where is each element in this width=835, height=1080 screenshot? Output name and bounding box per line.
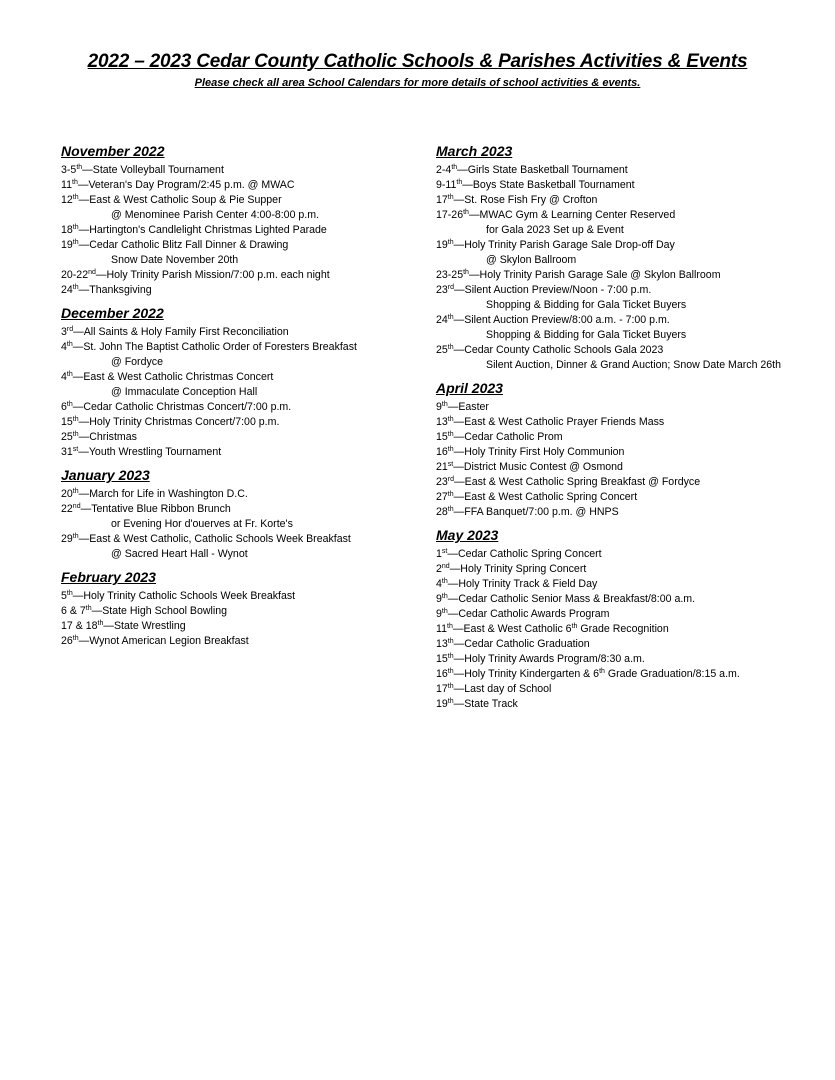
event-date-suffix: th — [447, 638, 454, 645]
event-text: —Youth Wrestling Tournament — [78, 446, 222, 458]
event-item — [436, 652, 831, 667]
event-item — [436, 400, 831, 415]
event-item — [436, 460, 831, 475]
month-section — [61, 567, 416, 649]
event-text: —Christmas — [78, 431, 137, 443]
event-item — [61, 340, 416, 355]
event-text: —St. Rose Fish Fry @ Crofton — [453, 194, 598, 206]
event-text: —East & West Catholic Spring Breakfast @ Fordyce — [454, 476, 701, 488]
event-date: 19 — [436, 239, 448, 251]
event-text: —Girls State Basketball Tournament — [457, 164, 628, 176]
month-heading: March 2023 — [436, 143, 513, 159]
event-text: —Holy Trinity Spring Concert — [449, 563, 587, 575]
event-item — [436, 445, 831, 460]
event-date-suffix: th — [76, 164, 83, 171]
event-date: 27 — [436, 491, 448, 503]
month-heading: November 2022 — [61, 143, 165, 159]
event-date-suffix: th — [447, 344, 454, 351]
event-date-suffix: th — [72, 284, 79, 291]
event-date: 23 — [436, 284, 448, 296]
event-item — [61, 268, 416, 283]
left-column — [61, 141, 416, 654]
event-date-suffix: th — [447, 653, 454, 660]
event-text: —Cedar Catholic Awards Program — [447, 608, 610, 620]
event-text: —Holy Trinity Track & Field Day — [447, 578, 598, 590]
event-date-suffix: th — [447, 683, 454, 690]
event-item — [436, 505, 831, 520]
event-item — [436, 490, 831, 505]
event-item — [61, 223, 416, 238]
event-text: —FFA Banquet/7:00 p.m. @ HNPS — [453, 506, 619, 518]
event-text: —Holy Trinity First Holy Communion — [453, 446, 625, 458]
event-text: —Cedar Catholic Christmas Concert/7:00 p.m. — [72, 401, 292, 413]
event-date-suffix: th — [441, 608, 448, 615]
event-date-suffix: th — [72, 179, 78, 186]
event-date: 2-4 — [436, 164, 452, 176]
event-item — [436, 415, 831, 430]
event-date-suffix: th — [451, 164, 458, 171]
event-detail: @ Fordyce — [111, 356, 163, 368]
event-date: 19 — [436, 698, 448, 710]
month-section — [61, 303, 416, 460]
event-date-suffix: nd — [88, 269, 96, 276]
event-date-suffix: th — [97, 620, 104, 627]
event-text: —Holy Trinity Kindergarten & 6th Grade Graduation/8:15 a.m. — [453, 668, 740, 680]
month-section — [61, 465, 416, 562]
event-text: —State Wrestling — [103, 620, 186, 632]
event-date-suffix: th — [72, 416, 79, 423]
event-item — [61, 415, 416, 430]
month-section — [436, 525, 831, 712]
event-detail: or Evening Hor d'ouerves at Fr. Korte's — [111, 518, 293, 530]
event-date: 9 — [436, 608, 442, 620]
event-text: —East & West Catholic 6th Grade Recognition — [452, 623, 669, 635]
month-section — [436, 141, 831, 373]
event-text: —MWAC Gym & Learning Center Reserved — [468, 209, 676, 221]
event-date-suffix: th — [447, 623, 453, 630]
event-date: 4 — [436, 578, 442, 590]
event-date-suffix: th — [441, 578, 448, 585]
event-date: 9 — [436, 593, 442, 605]
event-item — [436, 430, 831, 445]
event-date-suffix: th — [463, 269, 469, 276]
event-date-suffix: th — [72, 194, 79, 201]
event-date: 16 — [436, 668, 448, 680]
event-date: 17 — [436, 194, 448, 206]
event-item — [61, 634, 416, 649]
event-item — [61, 325, 416, 340]
month-heading: January 2023 — [61, 467, 150, 483]
event-date-suffix: rd — [447, 476, 455, 483]
event-date: 3-5 — [61, 164, 77, 176]
event-item — [436, 562, 831, 577]
event-text: —Cedar Catholic Blitz Fall Dinner & Drawing — [78, 239, 289, 251]
event-item — [61, 532, 416, 547]
event-date-suffix: th — [72, 533, 79, 540]
event-date: 18 — [61, 224, 73, 236]
event-text: —Cedar Catholic Prom — [453, 431, 563, 443]
month-section — [61, 141, 416, 298]
event-date: 6 — [61, 401, 67, 413]
event-item — [436, 577, 831, 592]
event-date: 26 — [61, 635, 73, 647]
event-detail: @ Immaculate Conception Hall — [111, 386, 258, 398]
event-item — [61, 445, 416, 460]
event-text: —Veteran's Day Program/2:45 p.m. @ MWAC — [77, 179, 295, 191]
event-date-suffix: th — [447, 446, 454, 453]
event-date: 17 — [436, 683, 448, 695]
event-date: 22 — [61, 503, 73, 515]
event-date-suffix: th — [72, 224, 79, 231]
event-date: 11 — [61, 179, 72, 191]
event-text: —Thanksgiving — [78, 284, 152, 296]
event-date: 24 — [436, 314, 448, 326]
event-text: —Holy Trinity Christmas Concert/7:00 p.m. — [78, 416, 280, 428]
event-text: —Last day of School — [453, 683, 552, 695]
event-date: 17 & 18 — [61, 620, 98, 632]
event-detail: for Gala 2023 Set up & Event — [486, 224, 624, 236]
event-date-suffix: th — [72, 239, 79, 246]
event-date-suffix: st — [441, 548, 448, 555]
month-section — [436, 378, 831, 520]
event-date-suffix: th — [447, 506, 454, 513]
event-detail: Shopping & Bidding for Gala Ticket Buyers — [486, 299, 687, 311]
event-date: 15 — [436, 431, 448, 443]
event-detail: @ Skylon Ballroom — [486, 254, 577, 266]
event-detail: @ Sacred Heart Hall - Wynot — [111, 548, 248, 560]
event-text: —East & West Catholic, Catholic Schools Week Breakfast — [78, 533, 351, 545]
event-text: —Tentative Blue Ribbon Brunch — [80, 503, 231, 515]
event-date: 15 — [61, 416, 73, 428]
event-item — [436, 178, 831, 193]
event-date: 21 — [436, 461, 448, 473]
event-date-suffix: th — [72, 431, 79, 438]
event-text: —Cedar Catholic Spring Concert — [447, 548, 602, 560]
event-text: —Silent Auction Preview/Noon - 7:00 p.m. — [454, 284, 652, 296]
event-text: —East & West Catholic Spring Concert — [453, 491, 638, 503]
event-date-suffix: th — [66, 371, 73, 378]
event-date-suffix: st — [72, 446, 79, 453]
event-item — [61, 178, 416, 193]
event-date: 4 — [61, 341, 67, 353]
event-item — [61, 283, 416, 298]
event-text: —East & West Catholic Prayer Friends Mass — [453, 416, 665, 428]
event-text: —All Saints & Holy Family First Reconciliation — [73, 326, 289, 338]
event-item — [436, 637, 831, 652]
event-date: 5 — [61, 590, 67, 602]
event-date-suffix: th — [447, 314, 454, 321]
page-title: 2022 – 2023 Cedar County Catholic Schools & Parishes Activities & Events — [87, 51, 748, 72]
event-item — [436, 592, 831, 607]
event-date-suffix: nd — [441, 563, 450, 570]
event-item — [61, 487, 416, 502]
event-date: 31 — [61, 446, 73, 458]
event-date-suffix: th — [447, 668, 454, 675]
event-date-suffix: th — [447, 698, 454, 705]
event-date-suffix: th — [447, 431, 454, 438]
event-date-suffix: th — [72, 488, 79, 495]
event-date: 1 — [436, 548, 442, 560]
event-item — [61, 430, 416, 445]
event-text: —Holy Trinity Parish Mission/7:00 p.m. each night — [95, 269, 330, 281]
event-date: 23 — [436, 476, 448, 488]
event-text: —Cedar County Catholic Schools Gala 2023 — [453, 344, 664, 356]
page-subtitle: Please check all area School Calendars for more details of school activities & events. — [194, 77, 641, 89]
event-date: 17-26 — [436, 209, 464, 221]
event-item — [436, 475, 831, 490]
event-item — [436, 682, 831, 697]
event-date-suffix: th — [447, 416, 454, 423]
event-date: 13 — [436, 638, 448, 650]
event-item — [436, 667, 831, 682]
event-date-suffix: th — [85, 605, 92, 612]
event-detail: Shopping & Bidding for Gala Ticket Buyers — [486, 329, 687, 341]
event-date: 6 & 7 — [61, 605, 86, 617]
event-text: —District Music Contest @ Osmond — [453, 461, 623, 473]
event-text: —Easter — [447, 401, 489, 413]
event-date-suffix: st — [447, 461, 454, 468]
event-date-suffix: nd — [72, 503, 81, 510]
event-date: 9 — [436, 401, 442, 413]
event-date: 24 — [61, 284, 73, 296]
month-heading: April 2023 — [436, 380, 503, 396]
event-text: —East & West Catholic Soup & Pie Supper — [78, 194, 282, 206]
event-item — [61, 619, 416, 634]
event-item — [436, 283, 831, 298]
event-text: —Holy Trinity Awards Program/8:30 a.m. — [453, 653, 645, 665]
event-date: 25 — [61, 431, 73, 443]
event-text: —Cedar Catholic Graduation — [453, 638, 590, 650]
event-date-suffix: th — [441, 401, 448, 408]
event-text: —Silent Auction Preview/8:00 a.m. - 7:00 p.m. — [453, 314, 670, 326]
event-item — [436, 343, 831, 358]
event-date-suffix: th — [456, 179, 463, 186]
event-text: —Boys State Basketball Tournament — [462, 179, 635, 191]
event-text: —Hartington's Candlelight Christmas Lighted Parade — [78, 224, 327, 236]
event-item — [436, 622, 831, 637]
event-date: 3 — [61, 326, 67, 338]
event-item — [436, 193, 831, 208]
event-item — [61, 193, 416, 208]
event-date-suffix: th — [463, 209, 469, 216]
event-item — [61, 238, 416, 253]
event-item — [436, 163, 831, 178]
event-date-suffix: th — [441, 593, 448, 600]
event-date-suffix: rd — [66, 326, 74, 333]
event-text: —St. John The Baptist Catholic Order of Foresters Breakfast — [72, 341, 357, 353]
event-date-suffix: th — [447, 194, 454, 201]
event-text: —State High School Bowling — [91, 605, 228, 617]
event-item — [436, 268, 831, 283]
event-date: 9-11 — [436, 179, 457, 191]
event-date-suffix: th — [66, 401, 73, 408]
event-date: 29 — [61, 533, 73, 545]
event-text: —Holy Trinity Catholic Schools Week Breakfast — [72, 590, 296, 602]
event-date: 25 — [436, 344, 448, 356]
event-date: 2 — [436, 563, 442, 575]
event-text: —March for Life in Washington D.C. — [78, 488, 248, 500]
event-date: 19 — [61, 239, 73, 251]
event-date: 23-25 — [436, 269, 464, 281]
event-text: —State Track — [453, 698, 518, 710]
month-heading: December 2022 — [61, 305, 164, 321]
event-item — [436, 547, 831, 562]
event-item — [436, 238, 831, 253]
month-heading: February 2023 — [61, 569, 156, 585]
event-date: 4 — [61, 371, 67, 383]
event-detail: Silent Auction, Dinner & Grand Auction; Snow Date March 26th — [486, 359, 782, 371]
event-date: 20 — [61, 488, 73, 500]
event-text: —Holy Trinity Parish Garage Sale @ Skylon Ballroom — [468, 269, 721, 281]
event-item — [61, 400, 416, 415]
event-date: 11 — [436, 623, 447, 635]
event-item — [436, 697, 831, 712]
right-column — [436, 141, 831, 717]
event-date-suffix: rd — [447, 284, 455, 291]
event-date: 28 — [436, 506, 448, 518]
event-text: —East & West Catholic Christmas Concert — [72, 371, 274, 383]
event-item — [436, 607, 831, 622]
event-date-suffix: th — [447, 239, 454, 246]
event-detail: Snow Date November 20th — [111, 254, 239, 266]
month-heading: May 2023 — [436, 527, 499, 543]
event-date-suffix: th — [66, 341, 73, 348]
event-text: —Holy Trinity Parish Garage Sale Drop-off Day — [453, 239, 675, 251]
event-date-suffix: th — [447, 491, 454, 498]
event-date: 15 — [436, 653, 448, 665]
event-item — [61, 163, 416, 178]
event-item — [61, 502, 416, 517]
event-text: —Cedar Catholic Senior Mass & Breakfast/8:00 a.m. — [447, 593, 696, 605]
event-item — [61, 604, 416, 619]
event-date-suffix: th — [66, 590, 73, 597]
event-date: 20-22 — [61, 269, 89, 281]
event-item — [436, 208, 831, 223]
event-text: —State Volleyball Tournament — [82, 164, 224, 176]
event-detail: @ Menominee Parish Center 4:00-8:00 p.m. — [111, 209, 320, 221]
event-date: 16 — [436, 446, 448, 458]
event-date: 12 — [61, 194, 73, 206]
event-date: 13 — [436, 416, 448, 428]
event-date-suffix: th — [72, 635, 79, 642]
event-text: —Wynot American Legion Breakfast — [78, 635, 249, 647]
event-item — [61, 370, 416, 385]
event-item — [61, 589, 416, 604]
event-item — [436, 313, 831, 328]
